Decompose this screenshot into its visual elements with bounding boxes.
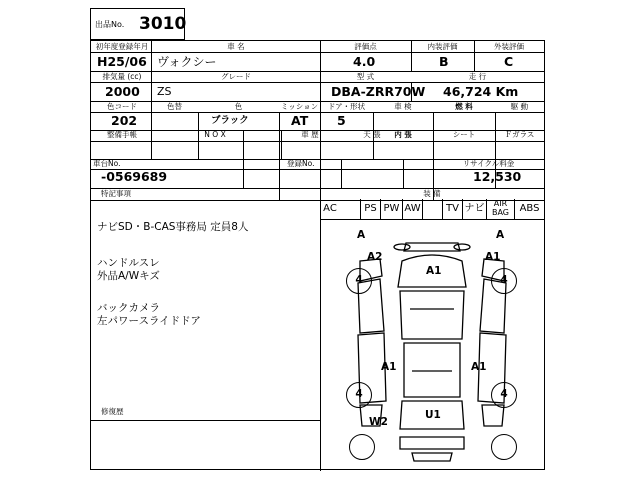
nox-label: N O X bbox=[204, 130, 226, 139]
damage-front-left-fender: A2 bbox=[367, 251, 383, 263]
equipment-ps: PS bbox=[360, 199, 380, 219]
inspection-sheet bbox=[90, 40, 545, 470]
repair-label: 修復歴 bbox=[101, 407, 124, 416]
manual-label: 整備手帳 bbox=[107, 130, 137, 139]
note-line: ナビSD・B-CAS事務局 定員8人 bbox=[97, 221, 249, 233]
model-value: DBA-ZRR70W bbox=[331, 84, 426, 99]
recycle-fee-value: 12,530 bbox=[473, 169, 522, 184]
recycle-fee-label: リサイクル料金 bbox=[462, 159, 515, 168]
note-line: 左パワースライドドア bbox=[97, 315, 201, 327]
score-value: 4.0 bbox=[353, 54, 376, 69]
damage-rear-left: W2 bbox=[369, 416, 388, 428]
damage-right-slide-door: A1 bbox=[471, 361, 487, 373]
damage-left-slide-door: A1 bbox=[381, 361, 397, 373]
mileage-value: 46,724 Km bbox=[443, 84, 519, 99]
grade-label: グレード bbox=[221, 72, 251, 81]
tire-front-left: 4 bbox=[346, 268, 372, 294]
exterior-score-label: 外装評価 bbox=[494, 42, 524, 51]
inspection-label: 車 検 bbox=[394, 102, 412, 111]
equipment-ac-box bbox=[320, 199, 339, 219]
fuel-label: 燃 料 bbox=[455, 102, 473, 111]
grade-value: ZS bbox=[157, 85, 172, 98]
note-line: 外品A/Wキズ bbox=[97, 270, 160, 282]
lot-number-label: 出品No. bbox=[95, 20, 125, 29]
sunroof-label: 天 張 bbox=[363, 130, 381, 139]
equipment-pw: PW bbox=[380, 199, 402, 219]
chassis-no-value: -0569689 bbox=[101, 169, 168, 184]
color-type-label: 色替 bbox=[167, 102, 182, 111]
equipment-aw: AW bbox=[402, 199, 422, 219]
equipment-blank bbox=[422, 199, 442, 219]
tire-rear-left: 4 bbox=[346, 382, 372, 408]
equipment-label: 装 備 bbox=[423, 189, 441, 198]
glass-label: Ｆガラス bbox=[504, 130, 535, 139]
car-name-value: ヴォクシー bbox=[157, 55, 217, 69]
first-reg-value: H25/06 bbox=[97, 54, 147, 69]
lot-number-box bbox=[90, 8, 185, 40]
history-label: 車 歴 bbox=[301, 130, 319, 139]
note-line: バックカメラ bbox=[97, 302, 160, 314]
tire-rear-right: 4 bbox=[491, 382, 517, 408]
color-code-label: 色コード bbox=[107, 102, 137, 111]
color-code-value: 202 bbox=[111, 113, 138, 128]
spare-tire bbox=[349, 434, 375, 460]
color-value: ブラック bbox=[211, 115, 249, 126]
spare-tire-right bbox=[491, 434, 517, 460]
exterior-score-value: C bbox=[504, 54, 514, 69]
equipment-tv: TV bbox=[442, 199, 462, 219]
notes-label: 特記事項 bbox=[101, 189, 131, 198]
car-name-label: 車 名 bbox=[227, 42, 245, 51]
model-label: 型 式 bbox=[356, 72, 375, 81]
damage-hood: A1 bbox=[426, 265, 442, 277]
chassis-no-label: 車台No. bbox=[93, 159, 121, 168]
displacement-label: 排気量 (cc) bbox=[102, 72, 142, 81]
damage-front-right-fender: A1 bbox=[485, 251, 501, 263]
mileage-label: 走 行 bbox=[468, 72, 487, 81]
drive-label: 駆 動 bbox=[510, 102, 529, 111]
lot-number-value: 3010 bbox=[139, 14, 187, 34]
note-line: ハンドルスレ bbox=[97, 257, 160, 269]
mission-value: AT bbox=[291, 113, 309, 128]
equipment-ac: AC bbox=[320, 199, 339, 219]
damage-rear-gate: U1 bbox=[425, 409, 441, 421]
first-reg-label: 初年度登録年月 bbox=[95, 42, 149, 51]
tire-front-right: 4 bbox=[491, 268, 517, 294]
seat-label: シート bbox=[452, 130, 476, 139]
interior-label: 内 張 bbox=[394, 130, 412, 139]
damage-front-right-corner: A bbox=[496, 229, 505, 241]
door-shape-label: ドア・形状 bbox=[327, 102, 366, 111]
door-shape-value: 5 bbox=[337, 113, 346, 128]
damage-front-left-corner: A bbox=[357, 229, 366, 241]
equipment-airbag: AIR BAG bbox=[486, 199, 514, 219]
mission-label: ミッション bbox=[280, 102, 319, 111]
interior-score-label: 内装評価 bbox=[427, 42, 458, 51]
score-label: 評価点 bbox=[354, 42, 377, 51]
car-damage-diagram bbox=[320, 221, 544, 471]
displacement-value: 2000 bbox=[105, 84, 140, 99]
equipment-abs: ABS bbox=[514, 199, 544, 219]
interior-score-value: B bbox=[439, 54, 449, 69]
color-label: 色 bbox=[234, 102, 243, 111]
equipment-navi: ナビ bbox=[462, 199, 486, 219]
reg-no-label: 登録No. bbox=[287, 159, 315, 168]
